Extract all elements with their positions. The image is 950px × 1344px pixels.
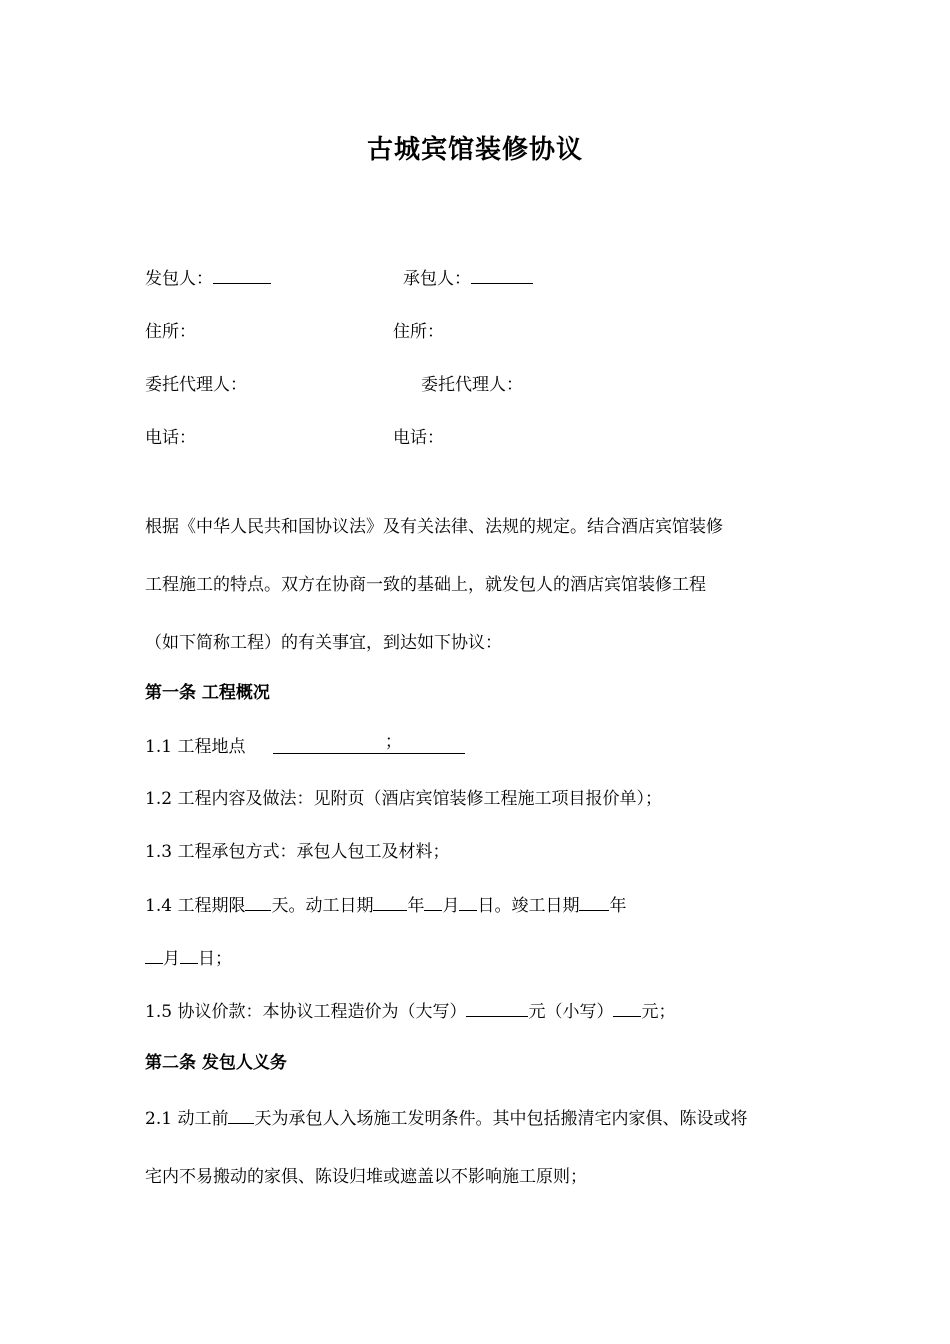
clause-1-4-text-a: 1.4 工程期限 — [145, 896, 246, 916]
location-semicolon: ； — [384, 732, 402, 752]
clause-2-1-line-2: 宅内不易搬动的家俱、陈设归堆或遮盖以不影响施工原则； — [145, 1167, 587, 1187]
clause-2-1-text-a: 2.1 动工前 — [145, 1109, 229, 1129]
clause-1-2: 1.2 工程内容及做法：见附页（酒店宾馆装修工程施工项目报价单）； — [145, 789, 662, 809]
clause-1-4-text-h: 日； — [198, 949, 232, 969]
clause-1-4-text-c: 年 — [407, 896, 425, 916]
clause-1-1-label: 1.1 工程地点 — [145, 737, 246, 757]
clause-2-1-text-b: 天为承包人入场施工发明条件。其中包括搬清宅内家俱、陈设或将 — [254, 1109, 748, 1129]
contractor-label: 承包人： — [403, 269, 471, 289]
clause-2-1 — [145, 1106, 747, 1131]
employer-blank — [213, 266, 271, 284]
clause-1-3: 1.3 工程承包方式：承包人包工及材料； — [145, 842, 450, 862]
clause-1-4-text-f: 年 — [609, 896, 627, 916]
contractor-blank — [471, 266, 533, 284]
employer-address-label: 住所： — [145, 322, 196, 342]
employer-agent-label: 委托代理人： — [145, 375, 247, 395]
contractor-field — [403, 266, 533, 291]
clause-1-5 — [145, 999, 675, 1024]
start-day-blank — [459, 893, 477, 911]
employer-label: 发包人： — [145, 269, 213, 289]
clause-1-5-text-b: 元（小写） — [528, 1002, 614, 1022]
start-month-blank — [424, 893, 442, 911]
clause-1-5-text-c: 元； — [641, 1002, 676, 1022]
contractor-phone-label: 电话： — [393, 428, 444, 448]
contractor-agent-label: 委托代理人： — [421, 375, 523, 395]
clause-1-4-cont — [145, 946, 232, 971]
employer-field — [145, 266, 271, 291]
location-blank — [273, 734, 465, 752]
clause-1-4 — [145, 893, 626, 918]
clause-1-1 — [145, 734, 465, 759]
employer-phone-label: 电话： — [145, 428, 196, 448]
prep-days-blank — [228, 1106, 254, 1124]
clause-1-4-text-g: 月 — [163, 949, 180, 969]
start-year-blank — [373, 893, 407, 911]
end-day-blank — [180, 946, 198, 964]
clause-1-4-text-b: 天。动工日期 — [271, 896, 374, 916]
clause-1-5-text-a: 1.5 协议价款：本协议工程造价为（大写） — [145, 1002, 467, 1022]
price-number-blank — [613, 999, 641, 1017]
end-year-blank — [579, 893, 609, 911]
document-title: 古城宾馆装修协议 — [366, 135, 583, 165]
article-1-heading: 第一条 工程概况 — [145, 683, 270, 703]
price-words-blank — [466, 999, 528, 1017]
contractor-address-label: 住所： — [393, 322, 444, 342]
duration-blank — [245, 893, 271, 911]
end-month-blank — [145, 946, 163, 964]
intro-line-3: （如下简称工程）的有关事宜，到达如下协议： — [145, 633, 502, 653]
intro-line-2: 工程施工的特点。双方在协商一致的基础上，就发包人的酒店宾馆装修工程 — [145, 575, 706, 595]
clause-1-4-text-d: 月 — [442, 896, 460, 916]
article-2-heading: 第二条 发包人义务 — [145, 1053, 287, 1073]
clause-1-4-text-e: 日。竣工日期 — [477, 896, 580, 916]
intro-line-1: 根据《中华人民共和国协议法》及有关法律、法规的规定。结合酒店宾馆装修 — [145, 517, 723, 537]
